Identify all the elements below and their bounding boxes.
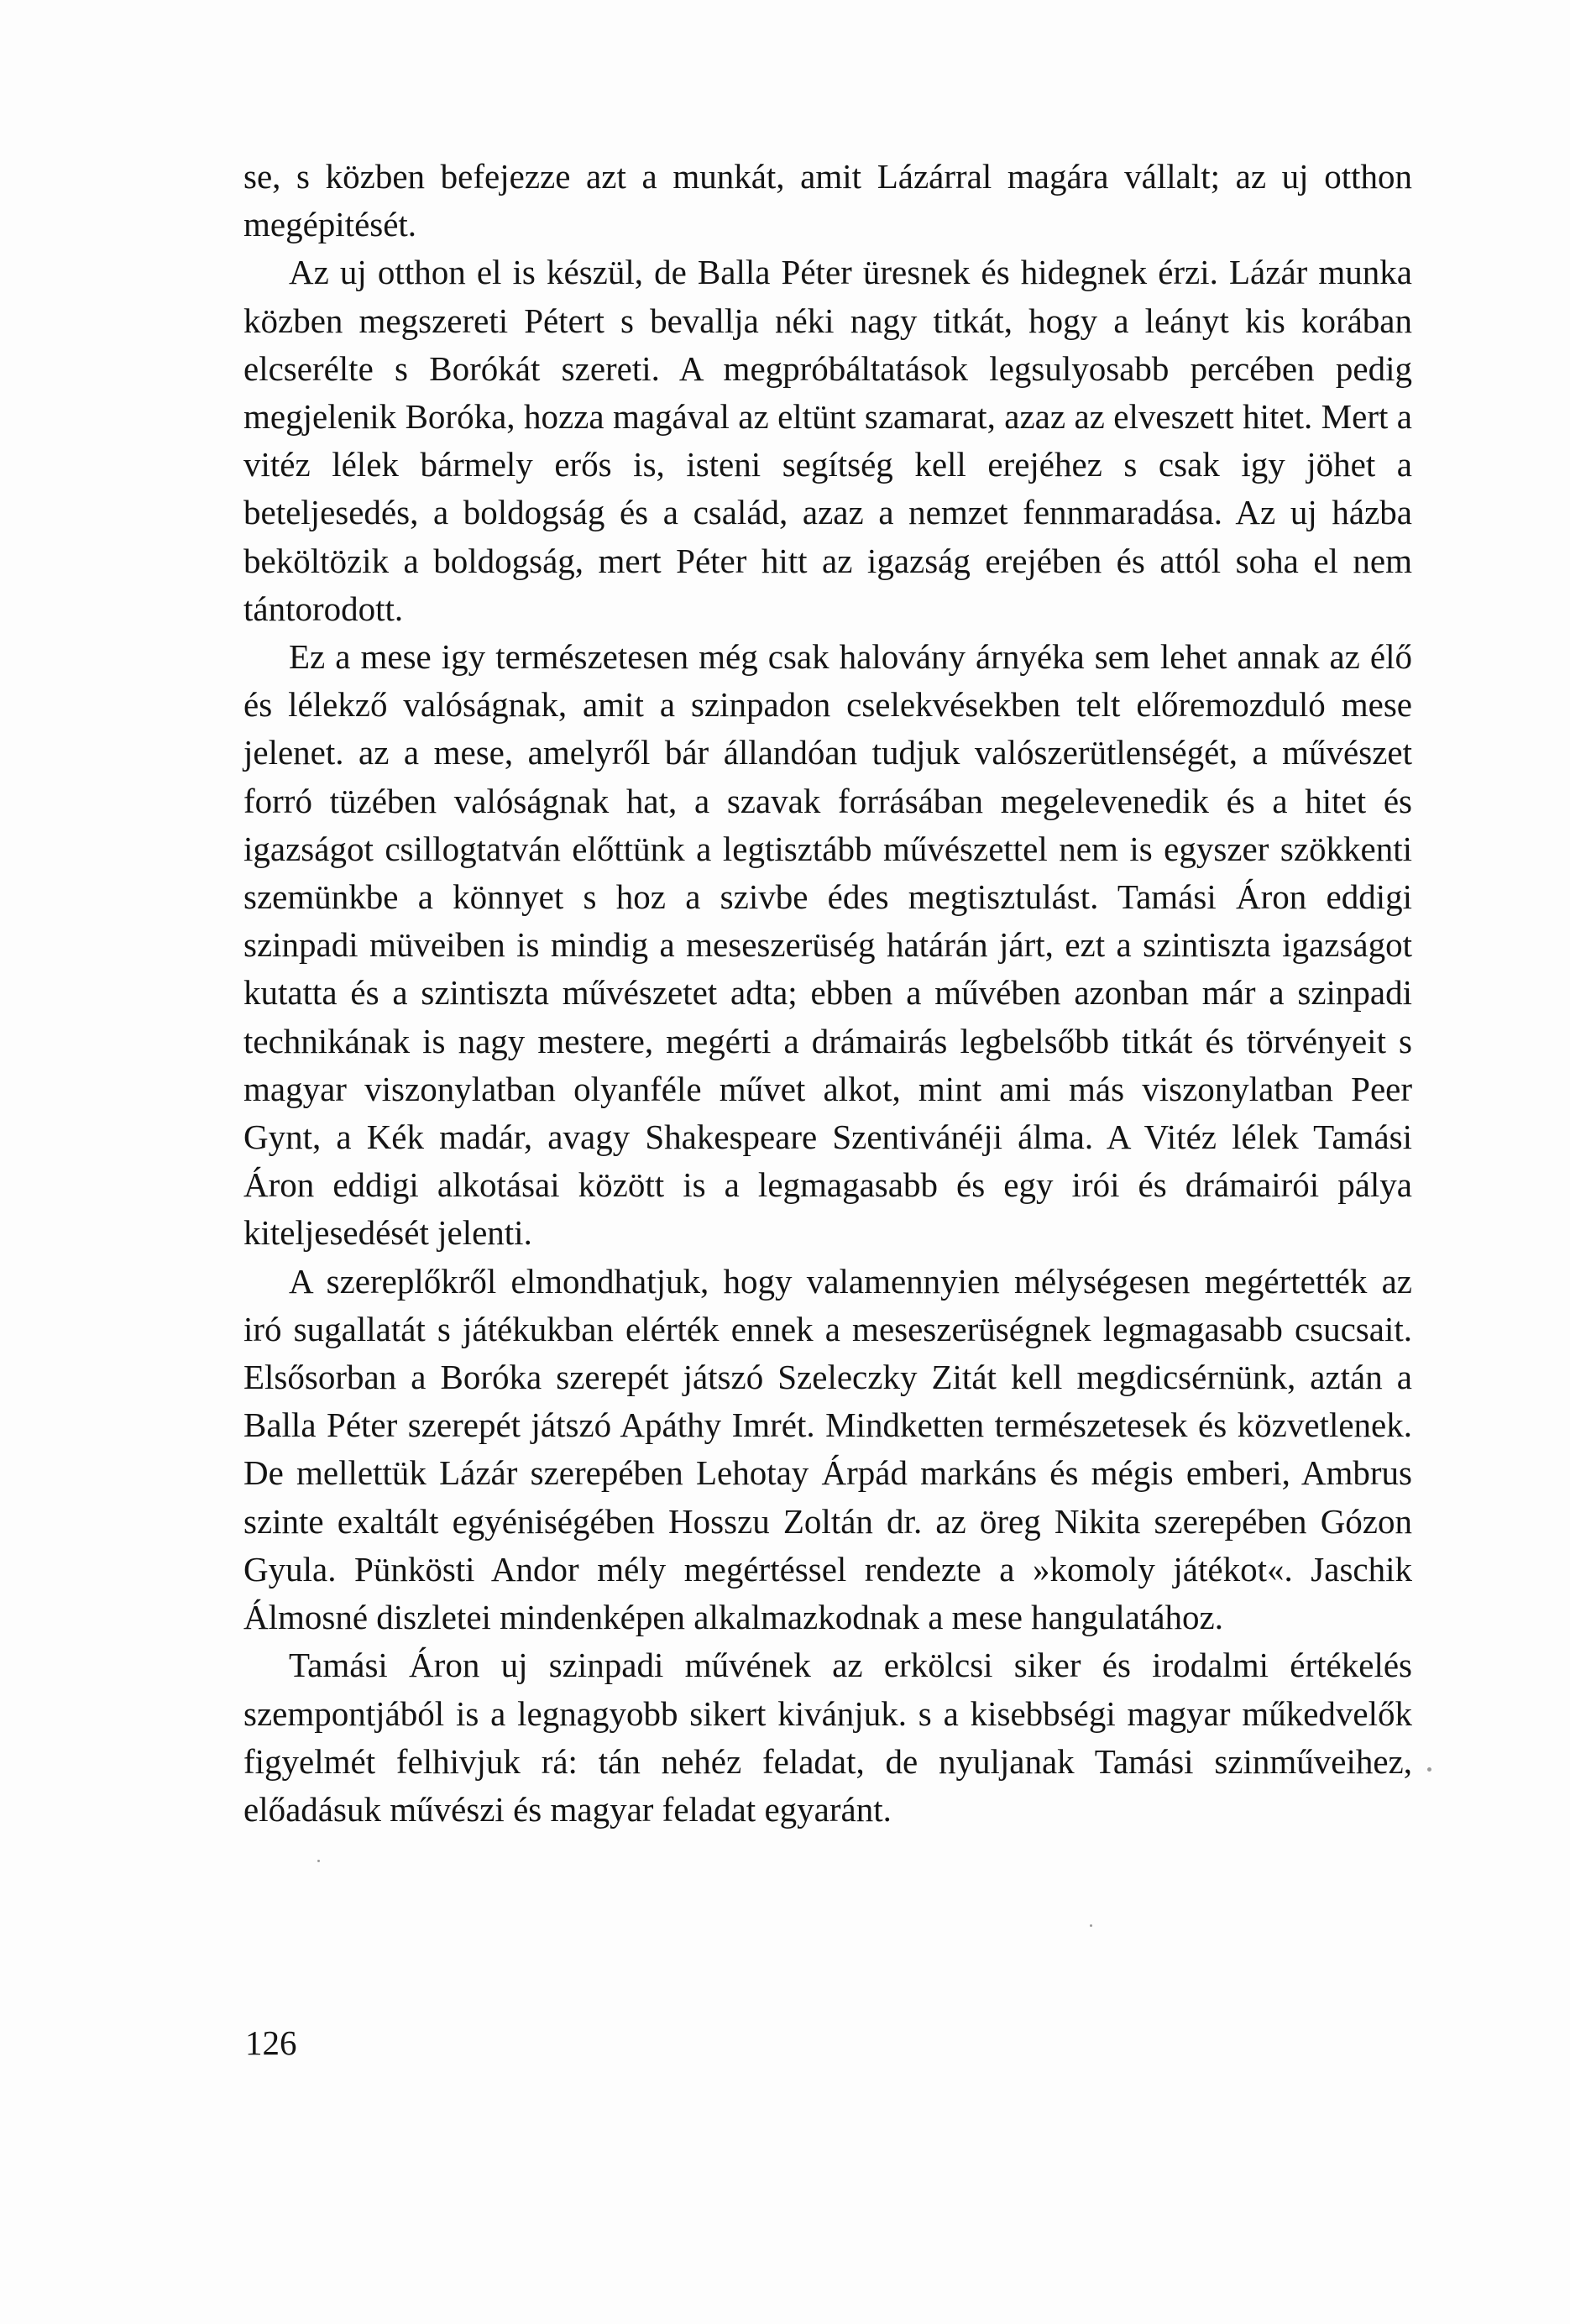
paragraph: Az uj otthon el is készül, de Balla Péter üresnek és hidegnek érzi. Lázár munka közben megszereti Pétert s bevallja néki nagy titkát, hogy a leányt kis korában elcserélte s Borókát szereti. A megpróbáltatások legsulyosabb percében pedig megjelenik Boróka, hozza magával az eltünt szamarat, azaz az elveszett hitet. Mert a vitéz lélek bármely erős is, isteni segítség kell erejéhez s csak igy jöhet a beteljesedés, a boldogság és a család, azaz a nemzet fennmaradása. Az uj házba beköltözik a boldogság, mert Péter hitt az igazság erejében és attól soha el nem tántorodott. — [243, 253, 1412, 628]
scan-speck — [317, 1860, 320, 1862]
page-number: 126 — [245, 2023, 297, 2062]
scan-speck — [1090, 1924, 1092, 1927]
body-text — [243, 153, 1412, 1834]
scan-speck — [1427, 1767, 1431, 1772]
paragraph: Tamási Áron uj szinpadi művének az erkölcsi siker és irodalmi értékelés szempontjából is a legnagyobb sikert kivánjuk. s a kisebbségi magyar műkedvelők figyelmét felhivjuk rá: tán nehéz feladat, de nyuljanak Tamási szinműveihez, előadásuk művészi és magyar feladat egyaránt. — [243, 1646, 1412, 1829]
paragraph: Ez a mese igy természetesen még csak halovány árnyéka sem lehet annak az élő és lélekző valóságnak, amit a szinpadon cselekvésekben telt előremozduló mese jelenet. az a mese, amelyről bár állandóan tudjuk valószerütlenségét, a művészet forró tüzében valóságnak hat, a szavak forrásában megelevenedik és a hitet és igazságot csillogtatván előttünk a legtisztább művészettel nem is egyszer szökkenti szemünkbe a könnyet s hoz a szivbe édes megtisztulást. Tamási Áron eddigi szinpadi müveiben is mindig a meseszerüség határán járt, ezt a szintiszta igazságot kutatta és a szintiszta művészetet adta; ebben a művében azonban már a szinpadi technikának is nagy mestere, megérti a drámairás legbelsőbb titkát és törvényeit s magyar viszonylatban olyanféle művet alkot, mint ami más viszonylatban Peer Gynt, a Kék madár, avagy Shakespeare Szentivánéji álma. A Vitéz lélek Tamási Áron eddigi alkotásai között is a legmagasabb és egy irói és drámairói pálya kiteljesedését jelenti. — [243, 637, 1412, 1253]
paragraph-continuation: se, s közben befejezze azt a munkát, amit Lázárral magára vállalt; az uj otthon megépitését. — [243, 157, 1412, 244]
paragraph: A szereplőkről elmondhatjuk, hogy valamennyien mélységesen megértették az iró sugallatát s játékukban elérték ennek a meseszerüségnek legmagasabb csucsait. Elsősorban a Boróka szerepét játszó Szeleczky Zitát kell megdicsérnünk, aztán a Balla Péter szerepét játszó Apáthy Imrét. Mindketten természetesek és közvetlenek. De mellettük Lázár szerepében Lehotay Árpád markáns és mégis emberi, Ambrus szinte exaltált egyéniségében Hosszu Zoltán dr. az öreg Nikita szerepében Gózon Gyula. Pünkösti Andor mély megértéssel rendezte a »komoly játékot«. Jaschik Álmosné diszletei mindenképen alkalmazkodnak a mese hangulatához. — [243, 1261, 1412, 1637]
